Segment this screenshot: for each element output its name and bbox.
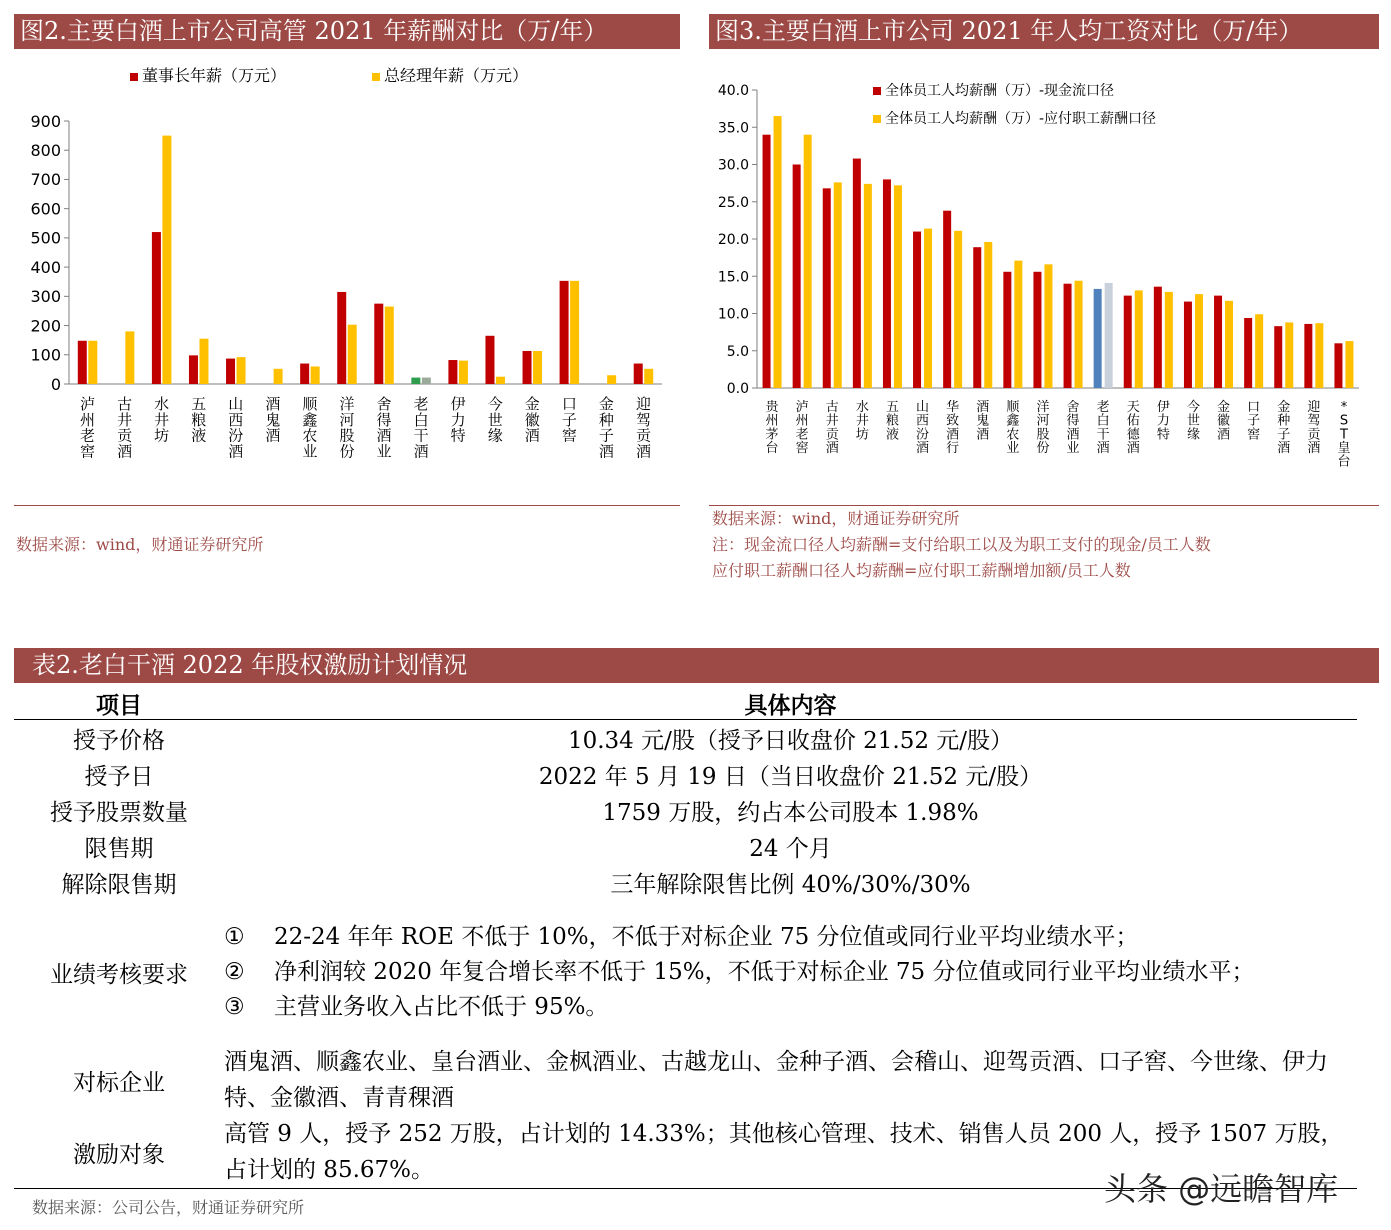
y-tick-label: 0.0: [726, 381, 749, 398]
bar: [607, 375, 616, 384]
bar: [533, 351, 542, 384]
bar: [1244, 318, 1252, 388]
row-label: 授予股票数量: [50, 799, 188, 826]
y-tick-label: 0: [50, 374, 61, 394]
y-tick-label: 400: [30, 257, 61, 277]
x-tick-label: 伊力特: [1156, 400, 1170, 443]
bar: [973, 247, 981, 388]
x-tick-label: 酒鬼酒: [976, 400, 990, 443]
x-tick-label: 老白干酒: [1096, 400, 1110, 456]
x-tick-label: 今世缘: [487, 395, 503, 445]
row-label: 授予价格: [73, 727, 165, 754]
y-tick-label: 35.0: [717, 120, 749, 137]
bar: [125, 331, 134, 384]
x-tick-label: 口子窖: [1247, 400, 1261, 443]
bar: [954, 231, 962, 388]
bar: [1014, 261, 1022, 388]
fig3-note1: 注：现金流口径人均薪酬=支付给职工以及为职工支付的现金/员工人数: [712, 535, 1211, 554]
table-row: [14, 720, 1357, 756]
watermark: 头条 @远瞻智库: [1104, 1170, 1339, 1208]
x-tick-label: 泸州老窖: [80, 395, 96, 461]
fig3-note2: 应付职工薪酬口径人均薪酬=应付职工薪酬增加额/员工人数: [712, 561, 1131, 580]
bar: [1124, 296, 1132, 388]
legend-label: 全体员工人均薪酬（万）-应付职工薪酬口径: [885, 111, 1157, 127]
fig3-chart: [709, 55, 1379, 500]
y-tick-label: 300: [30, 287, 61, 307]
bar: [644, 369, 653, 384]
bar: [485, 336, 494, 384]
performance-text: 主营业务收入占比不低于 95%。: [274, 993, 609, 1020]
x-tick-label: 五粮液: [191, 395, 207, 445]
bar: [883, 179, 891, 388]
y-tick-label: 800: [30, 140, 61, 160]
bar: [496, 377, 505, 384]
performance-item: [224, 920, 1357, 955]
y-tick-label: 200: [30, 316, 61, 336]
x-tick-label: 金种子酒: [1277, 400, 1291, 456]
y-tick-label: 40.0: [717, 83, 749, 100]
x-tick-label: 古井贡酒: [117, 395, 133, 461]
bar: [894, 185, 902, 388]
fig2-chart: [14, 55, 680, 500]
row-label: 对标企业: [73, 1069, 165, 1096]
row-content: 24 个月: [749, 835, 832, 862]
bar: [1304, 324, 1312, 388]
bar: [1094, 289, 1102, 388]
x-tick-label: 迎驾贡酒: [1307, 400, 1321, 456]
x-tick-label: 老白干酒: [413, 395, 429, 461]
x-tick-label: 口子窖: [561, 395, 577, 445]
table-row: [14, 756, 1357, 792]
table-title: 表2.老白干酒 2022 年股权激励计划情况: [14, 648, 1379, 683]
bar: [853, 159, 861, 388]
bar: [189, 355, 198, 384]
x-tick-label: * S T 皇台: [1337, 400, 1351, 470]
performance-text: 净利润较 2020 年复合增长率不低于 15%，不低于对标企业 75 分位值或同行业平均业绩水平；: [274, 958, 1255, 985]
x-tick-label: 迎驾贡酒: [635, 395, 651, 461]
x-tick-label: 五粮液: [885, 400, 899, 443]
bar: [199, 339, 208, 384]
fig3-title: 图3.主要白酒上市公司 2021 年人均工资对比（万/年）: [709, 14, 1379, 49]
bar: [560, 281, 569, 384]
row-label: 解除限售期: [61, 871, 177, 898]
row-content: 三年解除限售比例 40%/30%/30%: [610, 871, 971, 898]
bar: [152, 232, 161, 384]
bar: [924, 229, 932, 388]
bar: [448, 360, 457, 384]
legend-swatch: [130, 73, 138, 81]
bar: [237, 357, 246, 384]
table-row: [14, 792, 1357, 828]
bar: [1135, 290, 1143, 388]
performance-list: [224, 920, 1357, 1025]
performance-num: ①: [224, 923, 245, 950]
bar: [1154, 287, 1162, 388]
legend-label: 董事长年薪（万元）: [142, 66, 287, 85]
legend-label: 全体员工人均薪酬（万）-现金流口径: [885, 83, 1115, 99]
bar: [337, 292, 346, 384]
bar: [763, 135, 771, 388]
bar: [300, 364, 309, 384]
bar: [1315, 323, 1323, 388]
bar: [804, 135, 812, 388]
x-tick-label: 山西汾酒: [228, 395, 244, 461]
x-tick-label: 华致酒行: [946, 400, 960, 456]
bar: [523, 351, 532, 384]
x-tick-label: 天佑德酒: [1126, 400, 1140, 456]
bar: [348, 325, 357, 384]
performance-num: ②: [224, 958, 245, 985]
fig2-divider: [14, 505, 680, 506]
legend-swatch: [873, 87, 881, 95]
table-row-benchmark: [14, 1044, 1357, 1116]
bar: [1195, 294, 1203, 388]
bar: [1334, 343, 1342, 388]
bar: [1225, 301, 1233, 388]
fig3-source: 数据来源：wind，财通证券研究所: [712, 509, 960, 528]
x-tick-label: 贵州茅台: [765, 400, 779, 456]
bar: [411, 378, 420, 384]
row-content: 10.34 元/股（授予日收盘价 21.52 元/股）: [567, 727, 1014, 754]
y-tick-label: 10.0: [717, 306, 749, 323]
y-tick-label: 15.0: [717, 269, 749, 286]
table-header-row: [14, 688, 1357, 720]
x-tick-label: 今世缘: [1186, 400, 1200, 443]
x-tick-label: 金种子酒: [598, 395, 614, 461]
bar: [1044, 264, 1052, 388]
bar: [1003, 272, 1011, 388]
x-tick-label: 水井坊: [855, 400, 869, 443]
x-tick-label: 金徽酒: [1217, 400, 1231, 443]
x-tick-label: 舍得酒业: [376, 395, 392, 461]
table-source: 数据来源：公司公告，财通证券研究所: [32, 1198, 305, 1217]
x-tick-label: 金徽酒: [524, 395, 540, 445]
bar: [913, 232, 921, 388]
bar: [834, 182, 842, 388]
performance-item: [224, 955, 1357, 990]
bar: [422, 378, 431, 384]
x-tick-label: 酒鬼酒: [265, 395, 281, 445]
bar: [311, 366, 320, 384]
y-tick-label: 700: [30, 170, 61, 190]
y-tick-label: 900: [30, 111, 61, 131]
x-tick-label: 水井坊: [154, 395, 170, 445]
x-tick-label: 泸州老窖: [795, 400, 809, 456]
row-label: 业绩考核要求: [50, 961, 188, 988]
bar: [1075, 281, 1083, 388]
performance-num: ③: [224, 993, 245, 1020]
row-label: 激励对象: [73, 1141, 165, 1168]
legend-swatch: [372, 73, 380, 81]
bar: [88, 341, 97, 384]
performance-item: [224, 990, 1357, 1025]
header-item: 项目: [96, 692, 142, 719]
bar: [984, 242, 992, 388]
bar: [943, 211, 951, 388]
x-tick-label: 古井贡酒: [825, 400, 839, 456]
bar: [1033, 272, 1041, 388]
row-content: 1759 万股，约占本公司股本 1.98%: [602, 799, 979, 826]
bar: [1214, 296, 1222, 388]
fig2-source: 数据来源：wind，财通证券研究所: [16, 535, 264, 554]
bar: [226, 359, 235, 384]
bar: [774, 116, 782, 388]
header-content: 具体内容: [744, 692, 837, 719]
legend-swatch: [873, 115, 881, 123]
incentive-table: [14, 688, 1357, 1189]
x-tick-label: 舍得酒业: [1066, 400, 1080, 456]
bar: [385, 307, 394, 384]
x-tick-label: 顺鑫农业: [302, 395, 318, 461]
table-row: [14, 864, 1357, 900]
fig2-svg: [14, 55, 680, 500]
bar: [274, 369, 283, 384]
y-tick-label: 25.0: [717, 194, 749, 211]
x-tick-label: 洋河股份: [339, 395, 355, 461]
bar: [162, 136, 171, 384]
y-tick-label: 30.0: [717, 157, 749, 174]
y-tick-label: 500: [30, 228, 61, 248]
row-content: 2022 年 5 月 19 日（当日收盘价 21.52 元/股）: [538, 763, 1043, 790]
bar: [459, 361, 468, 384]
table-row-performance: [14, 900, 1357, 1044]
bar: [1184, 302, 1192, 388]
legend-label: 总经理年薪（万元）: [384, 66, 529, 85]
x-tick-label: 顺鑫农业: [1006, 400, 1020, 456]
x-tick-label: 伊力特: [450, 395, 466, 445]
bar: [1105, 283, 1113, 388]
y-tick-label: 20.0: [717, 232, 749, 249]
x-tick-label: 山西汾酒: [916, 400, 930, 456]
row-content: 酒鬼酒、顺鑫农业、皇台酒业、金枫酒业、古越龙山、金种子酒、会稽山、迎驾贡酒、口子窖、今世缘、伊力特、金徽酒、青青稞酒: [224, 1049, 1328, 1111]
bar: [1285, 322, 1293, 388]
performance-text: 22-24 年年 ROE 不低于 10%，不低于对标企业 75 分位值或同行业平均业绩水平；: [274, 923, 1139, 950]
bar: [78, 341, 87, 384]
fig3-svg: [709, 55, 1379, 500]
row-label: 授予日: [84, 763, 154, 790]
bar: [1345, 341, 1353, 388]
table-row: [14, 828, 1357, 864]
row-label: 限售期: [84, 835, 154, 862]
bar: [374, 304, 383, 384]
bar: [1064, 284, 1072, 388]
y-tick-label: 600: [30, 199, 61, 219]
x-tick-label: 洋河股份: [1036, 400, 1050, 456]
y-tick-label: 5.0: [726, 343, 749, 360]
bar: [1255, 314, 1263, 388]
bar: [1274, 326, 1282, 388]
bar: [1165, 292, 1173, 388]
fig2-title: 图2.主要白酒上市公司高管 2021 年薪酬对比（万/年）: [14, 14, 680, 49]
bar: [823, 188, 831, 388]
row-content: 高管 9 人，授予 252 万股，占计划的 14.33%；其他核心管理、技术、销售人员 200 人，授予 1507 万股，占计划的 85.67%。: [224, 1121, 1344, 1183]
bar: [793, 165, 801, 389]
bar: [864, 184, 872, 388]
bar: [634, 364, 643, 384]
y-tick-label: 100: [30, 345, 61, 365]
bar: [570, 281, 579, 384]
